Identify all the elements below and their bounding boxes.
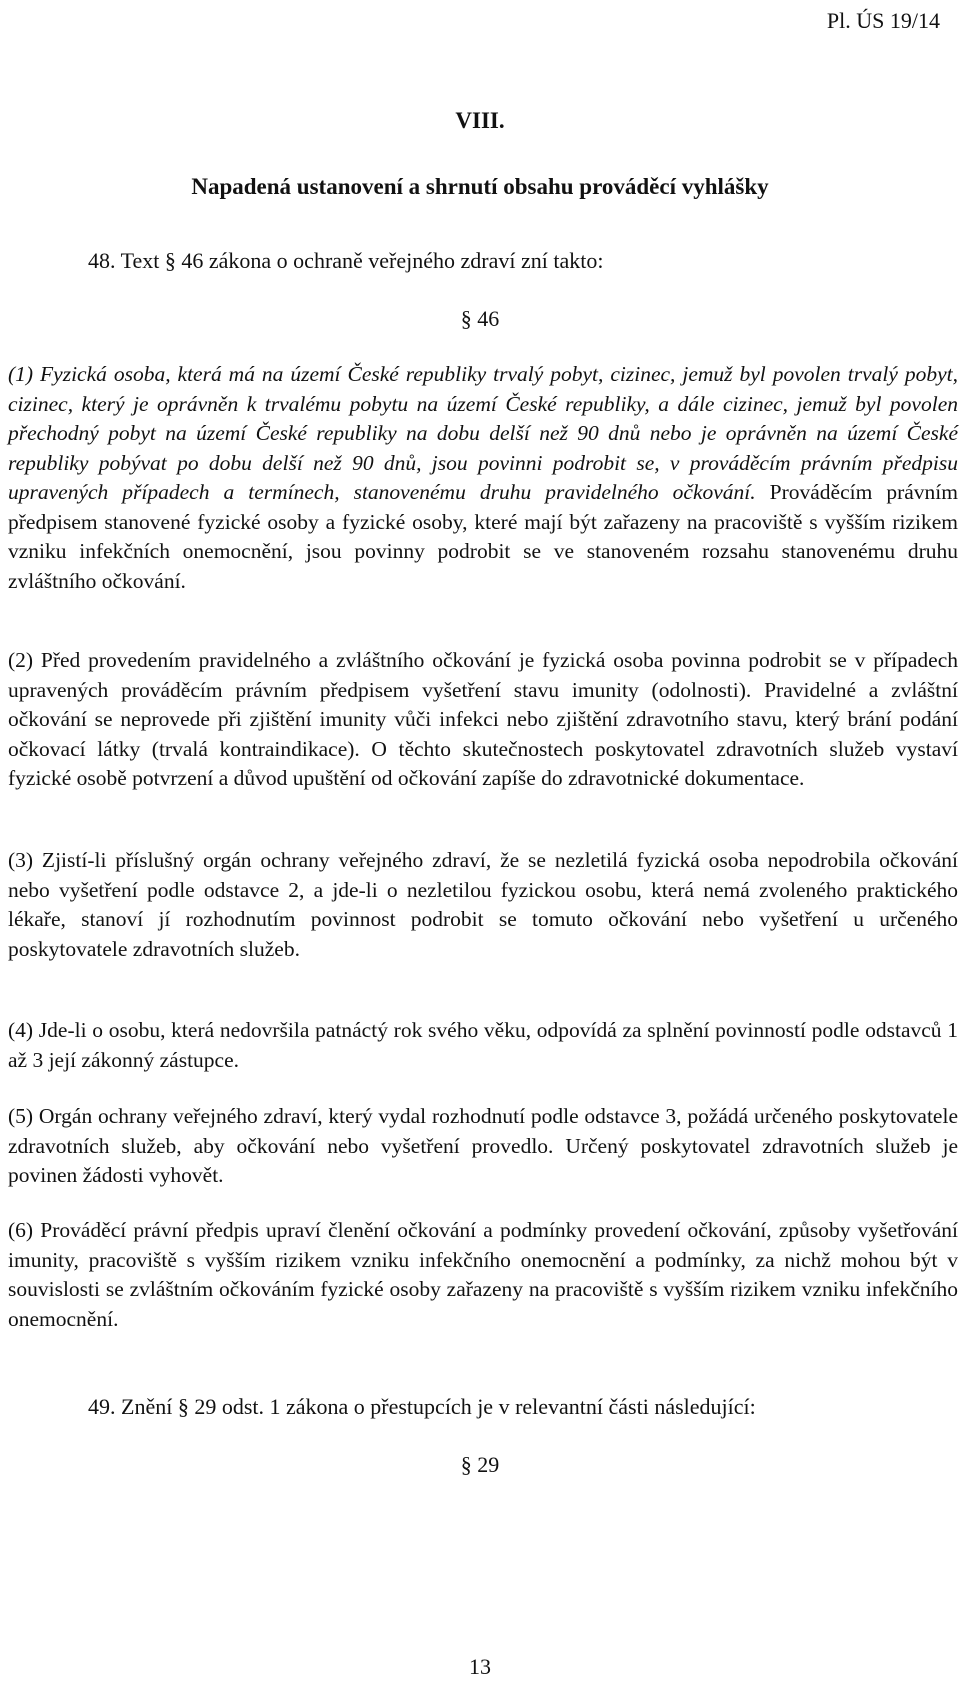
section-sign-46: § 46	[460, 306, 500, 331]
subsection-1-regular: Prováděcím právním předpisem stanovené fyzické osoby a fyzické osoby, které mají být zařazeny na pracoviště s vyšším rizikem vzniku infekčních onemocnění, jsou povinny podrobit se ve stanoveném rozsahu stanovenému druhu zvláštního očkování.	[8, 480, 958, 593]
subsection-3: (3) Zjistí-li příslušný orgán ochrany veřejného zdraví, že se nezletilá fyzická osoba nepodrobila očkování nebo vyšetření podle odstavce 2, a jde-li o nezletilou fyzickou osobu, která nemá zvoleného praktického lékaře, stanoví jí rozhodnutím povinnost podrobit se tomuto očkování nebo vyšetření u určeného poskytovatele zdravotních služeb.	[8, 848, 958, 961]
section-title: Napadená ustanovení a shrnutí obsahu prováděcí vyhlášky	[191, 174, 769, 199]
case-reference: Pl. ÚS 19/14	[826, 8, 940, 33]
subsection-6: (6) Prováděcí právní předpis upraví členění očkování a podmínky provedení očkování, způsoby vyšetřování imunity, pracoviště s vyšším rizikem vzniku infekčního onemocnění a podmínky, za nichž mohou být v souvislosti se zvláštním očkováním fyzické osoby zařazeny na pracoviště s vyšším rizikem vzniku infekčního onemocnění.	[8, 1218, 958, 1331]
paragraph-49-intro: 49. Znění § 29 odst. 1 zákona o přestupcích je v relevantní části následující:	[88, 1394, 756, 1419]
section-sign-29: § 29	[460, 1452, 500, 1477]
subsection-2: (2) Před provedením pravidelného a zvláštního očkování je fyzická osoba povinna podrobit se v případech upravených prováděcím právním předpisem vyšetření stavu imunity (odolnosti). Pravidelné a zvláštní očkování se neprovede při zjištění imunity vůči infekci nebo zjištění zdravotního stavu, který brání podání očkovací látky (trvalá kontraindikace). O těchto skutečnostech poskytovatel zdravotních služeb vystaví fyzické osobě potvrzení a důvod upuštění od očkování zapíše do zdravotnické dokumentace.	[8, 648, 958, 790]
paragraph-48-intro: 48. Text § 46 zákona o ochraně veřejného zdraví zní takto:	[88, 248, 604, 273]
subsection-4: (4) Jde-li o osobu, která nedovršila patnáctý rok svého věku, odpovídá za splnění povinností podle odstavců 1 až 3 její zákonný zástupce.	[8, 1018, 958, 1072]
page-number: 13	[469, 1654, 491, 1679]
subsection-5: (5) Orgán ochrany veřejného zdraví, který vydal rozhodnutí podle odstavce 3, požádá určeného poskytovatele zdravotních služeb, aby očkování nebo vyšetření provedlo. Určený poskytovatel zdravotních služeb je povinen žádosti vyhovět.	[8, 1104, 958, 1187]
section-number: VIII.	[455, 108, 505, 133]
subsection-1	[8, 360, 958, 596]
subsection-1-italic: (1) Fyzická osoba, která má na území České republiky trvalý pobyt, cizinec, jemuž byl povolen trvalý pobyt, cizinec, který je oprávněn k trvalému pobytu na území České republiky, a dále cizinec, jemuž byl povolen přechodný pobyt na území České republiky na dobu delší než 90 dnů nebo je oprávněn na území České republiky pobývat po dobu delší než 90 dnů, jsou povinni podrobit se, v prováděcím právním předpisu upravených případech a termínech, stanovenému druhu pravidelného očkování.	[8, 362, 958, 504]
